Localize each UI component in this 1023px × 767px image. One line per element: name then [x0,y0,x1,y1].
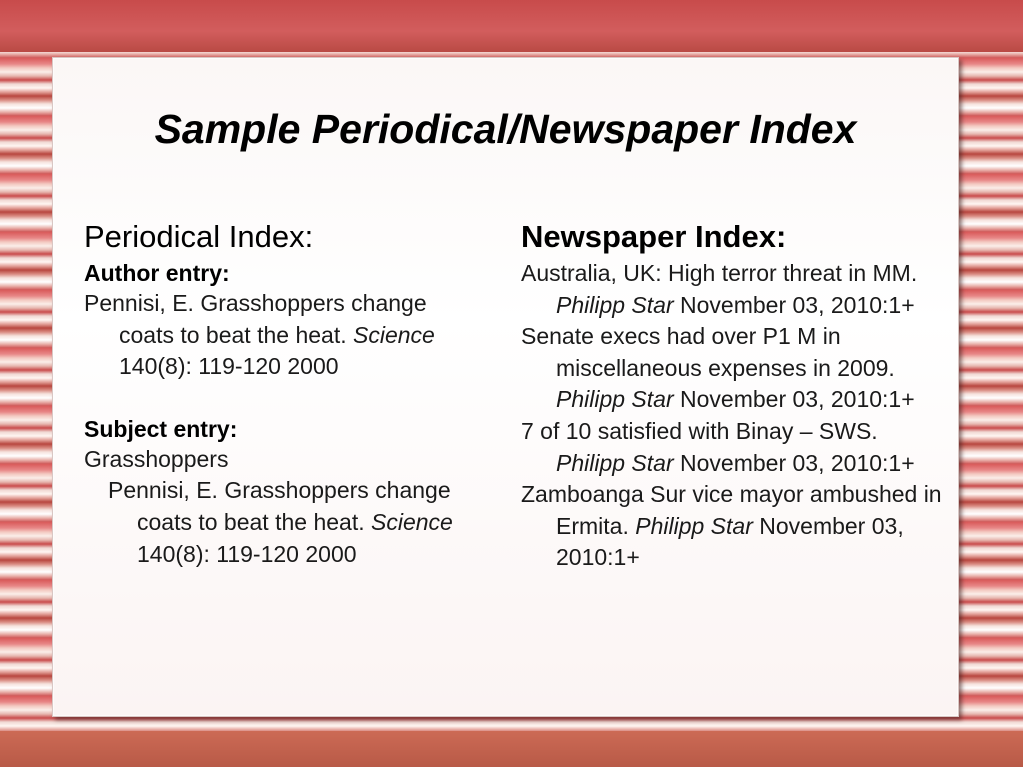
newspaper-entry-source: Philipp Star [556,449,674,476]
author-entry-text: Pennisi, E. Grasshoppers change coats to beat the heat. [84,290,427,348]
newspaper-entry-source: Philipp Star [556,386,674,413]
newspaper-entry [521,479,951,574]
newspaper-entry-source: Philipp Star [635,512,753,539]
author-entry-volume: 140(8): 119-120 2000 [119,353,339,380]
newspaper-entry-source: Philipp Star [556,291,674,318]
newspaper-entry-date: November 03, 2010:1+ [556,512,904,571]
periodical-index-heading [84,218,484,256]
newspaper-entry-headline: Zamboanga Sur vice mayor ambushed in Ermita. [521,481,942,539]
newspaper-index-column [521,218,951,574]
spacer [84,383,484,414]
subject-entry-text: Pennisi, E. Grasshoppers change coats to beat the heat. [108,477,451,535]
newspaper-entry [521,321,951,416]
slide-panel [52,57,959,717]
newspaper-entry-date: November 03, 2010:1+ [680,291,915,318]
subject-entry-journal: Science [371,508,453,535]
periodical-index-column [84,218,484,570]
author-entry-journal: Science [353,321,435,348]
periodical-index-heading-colon: : [304,219,314,254]
newspaper-entry-headline: 7 of 10 satisfied with Binay – SWS. [521,417,878,444]
newspaper-entry [521,258,951,321]
periodical-index-heading-text: Periodical Index [84,219,305,254]
newspaper-entry-headline: Senate execs had over P1 M in miscellaneous expenses in 2009. [521,323,895,381]
subject-term: Grasshoppers [84,445,229,472]
subject-entry-label: Subject entry: [84,415,238,442]
subject-entry-volume: 140(8): 119-120 2000 [137,540,357,567]
subject-entry-citation [84,475,484,570]
slide-title: Sample Periodical/Newspaper Index [154,106,857,152]
author-entry-citation [84,288,484,383]
newspaper-entry-date: November 03, 2010:1+ [680,449,915,476]
author-entry-label: Author entry: [84,260,230,286]
newspaper-entry-headline: Australia, UK: High terror threat in MM. [521,260,918,286]
background-top-band [0,0,1023,52]
newspaper-entry [521,416,951,479]
background-bottom-band [0,731,1023,767]
newspaper-entry-date: November 03, 2010:1+ [680,386,915,413]
newspaper-index-heading: Newspaper Index: [521,219,787,254]
